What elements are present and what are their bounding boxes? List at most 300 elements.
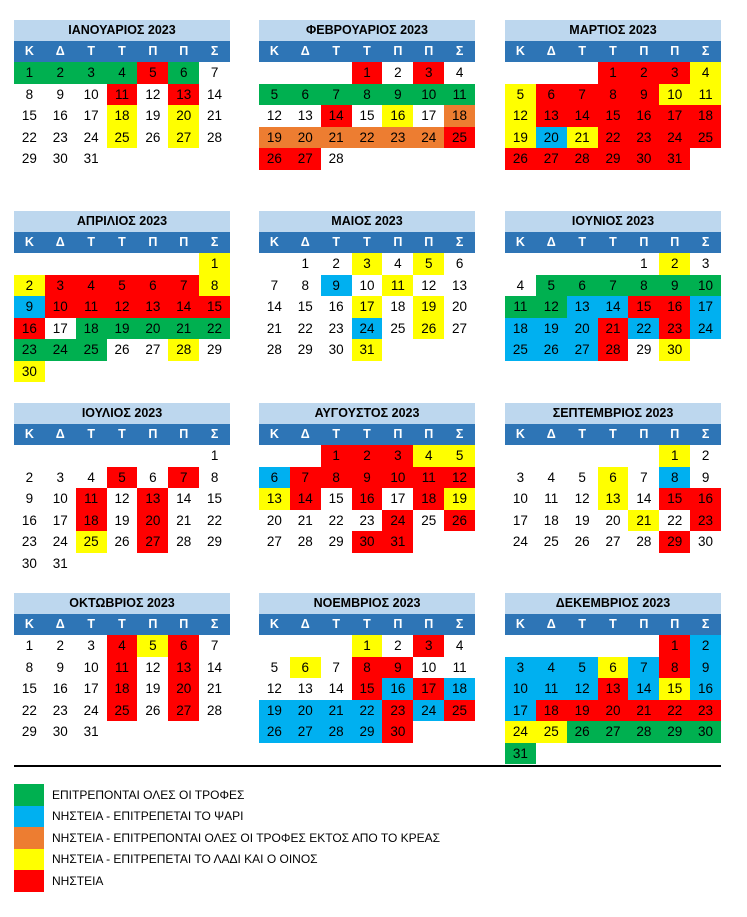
- day-cell: 17: [352, 296, 383, 318]
- day-cell: 2: [394, 638, 402, 653]
- day-cell: 19: [145, 681, 161, 696]
- day-cell: 2: [45, 62, 76, 84]
- weekday-label: Σ: [210, 44, 219, 58]
- weekday-label: Σ: [455, 44, 464, 58]
- day-cell: 27: [605, 534, 621, 549]
- day-cell: 25: [690, 127, 721, 149]
- day-cell: 7: [210, 638, 219, 653]
- day-cell: 7: [321, 84, 352, 106]
- day-cell: 27: [290, 721, 321, 743]
- day-cell: 19: [413, 296, 444, 318]
- day-cell: 28: [297, 534, 313, 549]
- day-cell: 10: [83, 659, 99, 675]
- day-cell: 18: [444, 105, 475, 127]
- weekday-label: Δ: [546, 235, 556, 249]
- legend-divider: [14, 765, 721, 767]
- day-cell: 9: [628, 84, 659, 106]
- day-cell: 20: [137, 318, 168, 340]
- day-cell: 8: [25, 86, 34, 102]
- month-title: ΜΑΡΤΙΟΣ 2023: [505, 20, 721, 41]
- day-cell: 31: [505, 743, 536, 765]
- day-cell: 15: [659, 488, 690, 510]
- day-cell: 18: [505, 318, 536, 340]
- day-cell: 22: [352, 700, 383, 722]
- day-cell: 5: [505, 84, 536, 106]
- day-cell: 7: [290, 467, 321, 489]
- weekday-label: Δ: [300, 235, 310, 249]
- day-cell: 9: [382, 84, 413, 106]
- day-cell: 10: [45, 296, 76, 318]
- weekday-header: [505, 232, 721, 253]
- day-cell: 21: [628, 700, 659, 722]
- weekday-header: [259, 232, 475, 253]
- day-cell: 3: [413, 635, 444, 657]
- month-block: [259, 593, 475, 743]
- weekday-label: Δ: [55, 617, 65, 631]
- day-cell: 5: [259, 84, 290, 106]
- day-cell: 1: [25, 638, 34, 653]
- month-title: ΑΥΓΟΥΣΤΟΣ 2023: [259, 403, 475, 424]
- day-cell: 10: [83, 86, 99, 102]
- weekday-label: Τ: [118, 44, 126, 58]
- day-cell: 5: [137, 635, 168, 657]
- weekday-label: Τ: [609, 235, 617, 249]
- weekday-label: Π: [148, 44, 158, 58]
- day-cell: 6: [259, 467, 290, 489]
- day-cell: 7: [168, 467, 199, 489]
- day-cell: 1: [199, 253, 230, 275]
- day-cell: 27: [452, 320, 468, 336]
- day-cell: 26: [145, 702, 161, 718]
- day-cell: 8: [352, 84, 383, 106]
- day-cell: 2: [352, 445, 383, 467]
- day-cell: 14: [290, 488, 321, 510]
- weekday-label: Κ: [269, 235, 279, 249]
- weekday-label: Τ: [609, 427, 617, 441]
- day-cell: 11: [413, 467, 444, 489]
- day-cell: 12: [114, 491, 130, 506]
- day-cell: 13: [536, 105, 567, 127]
- day-cell: 17: [83, 108, 99, 123]
- day-cell: 12: [107, 296, 138, 318]
- day-cell: 19: [114, 512, 130, 528]
- day-cell: 24: [505, 721, 536, 743]
- day-cell: 24: [52, 534, 68, 549]
- month-title: ΟΚΤΩΒΡΙΟΣ 2023: [14, 593, 230, 614]
- day-cell: 2: [14, 275, 45, 297]
- day-cell: 28: [176, 534, 192, 549]
- month-block: [505, 403, 721, 553]
- day-cell: 1: [352, 62, 383, 84]
- weekday-label: Π: [393, 617, 403, 631]
- day-cell: 30: [52, 151, 68, 166]
- weekday-label: Δ: [55, 44, 65, 58]
- day-cell: 24: [413, 127, 444, 149]
- day-cell: 26: [536, 339, 567, 361]
- day-cell: 19: [107, 318, 138, 340]
- weekday-label: Τ: [118, 235, 126, 249]
- month-title: ΙΑΝΟΥΑΡΙΟΣ 2023: [14, 20, 230, 41]
- day-cell: 6: [137, 275, 168, 297]
- day-cell: 8: [598, 84, 629, 106]
- day-cell: 19: [145, 108, 161, 123]
- day-cell: 13: [168, 657, 199, 679]
- day-cell: 14: [321, 105, 352, 127]
- day-cell: 1: [210, 448, 219, 463]
- day-cell: 3: [505, 657, 536, 679]
- weekday-label: Π: [148, 617, 158, 631]
- day-cell: 24: [45, 339, 76, 361]
- day-cell: 7: [567, 84, 598, 106]
- day-cell: 16: [382, 678, 413, 700]
- day-cell: 25: [76, 531, 107, 553]
- day-cell: 30: [659, 339, 690, 361]
- weekday-label: Δ: [55, 427, 65, 441]
- weekday-header: [14, 614, 230, 635]
- day-cell: 3: [45, 275, 76, 297]
- day-cell: 25: [421, 512, 437, 528]
- weekday-label: Τ: [363, 235, 371, 249]
- day-cell: 15: [659, 678, 690, 700]
- day-cell: 20: [536, 127, 567, 149]
- day-cell: 19: [574, 512, 590, 528]
- day-cell: 29: [207, 342, 223, 357]
- day-cell: 22: [628, 318, 659, 340]
- day-cell: 9: [690, 657, 721, 679]
- day-cell: 7: [640, 469, 648, 485]
- day-cell: 9: [382, 657, 413, 679]
- weekday-label: Π: [179, 235, 189, 249]
- month-title: ΑΠΡΙΛΙΟΣ 2023: [14, 211, 230, 232]
- day-cell: 22: [207, 512, 223, 528]
- day-cell: 28: [567, 148, 598, 170]
- day-cell: 4: [87, 469, 95, 485]
- weekday-header: [505, 424, 721, 445]
- day-cell: 5: [413, 253, 444, 275]
- day-cell: 31: [382, 531, 413, 553]
- day-cell: 23: [52, 129, 68, 145]
- day-cell: 20: [266, 512, 282, 528]
- day-cell: 14: [176, 491, 192, 506]
- day-cell: 17: [690, 296, 721, 318]
- day-cell: 17: [390, 491, 406, 506]
- day-cell: 8: [659, 467, 690, 489]
- legend-item-oil-wine: [14, 849, 440, 871]
- day-cell: 1: [659, 635, 690, 657]
- weekday-label: Τ: [87, 235, 95, 249]
- day-cell: 12: [574, 491, 590, 506]
- day-cell: 15: [297, 299, 313, 314]
- day-cell: 12: [145, 659, 161, 675]
- day-cell: 15: [207, 491, 223, 506]
- day-cell: 2: [690, 635, 721, 657]
- weekday-label: Δ: [55, 235, 65, 249]
- weekday-label: Τ: [87, 617, 95, 631]
- day-cell: 10: [505, 678, 536, 700]
- day-cell: 9: [321, 275, 352, 297]
- day-cell: 28: [328, 151, 344, 166]
- day-cell: 25: [107, 127, 138, 149]
- day-cell: 5: [107, 467, 138, 489]
- weekday-label: Δ: [546, 44, 556, 58]
- day-cell: 16: [52, 108, 68, 123]
- day-cell: 15: [21, 108, 37, 123]
- day-cell: 15: [628, 296, 659, 318]
- day-cell: 23: [359, 512, 375, 528]
- day-cell: 16: [352, 488, 383, 510]
- month-title: ΔΕΚΕΜΒΡΙΟΣ 2023: [505, 593, 721, 614]
- weekday-label: Τ: [87, 427, 95, 441]
- day-cell: 30: [628, 148, 659, 170]
- day-cell: 28: [207, 129, 223, 145]
- day-cell: 7: [332, 659, 340, 675]
- day-cell: 19: [567, 700, 598, 722]
- day-cell: 13: [452, 277, 468, 293]
- day-grid: [505, 635, 721, 764]
- day-cell: 21: [297, 512, 313, 528]
- day-cell: 1: [659, 445, 690, 467]
- day-cell: 21: [567, 127, 598, 149]
- day-cell: 20: [452, 299, 468, 314]
- day-cell: 7: [598, 275, 629, 297]
- weekday-label: Δ: [300, 427, 310, 441]
- day-cell: 24: [512, 534, 528, 549]
- weekday-header: [14, 232, 230, 253]
- weekday-label: Π: [424, 44, 434, 58]
- day-grid: [14, 253, 230, 382]
- month-block: [14, 593, 230, 743]
- day-cell: 18: [107, 105, 138, 127]
- weekday-label: Δ: [300, 44, 310, 58]
- weekday-header: [259, 614, 475, 635]
- weekday-label: Σ: [701, 427, 710, 441]
- day-cell: 4: [536, 657, 567, 679]
- day-grid: [14, 62, 230, 170]
- day-grid: [505, 62, 721, 170]
- weekday-label: Τ: [332, 617, 340, 631]
- day-cell: 18: [76, 510, 107, 532]
- day-cell: 11: [505, 296, 536, 318]
- weekday-label: Κ: [515, 235, 525, 249]
- day-cell: 20: [290, 700, 321, 722]
- day-cell: 3: [87, 638, 95, 653]
- day-cell: 18: [444, 678, 475, 700]
- legend: [14, 784, 440, 892]
- day-cell: 14: [636, 491, 652, 506]
- day-cell: 6: [290, 84, 321, 106]
- weekday-label: Κ: [515, 44, 525, 58]
- day-cell: 29: [636, 342, 652, 357]
- month-block: [14, 403, 230, 574]
- day-cell: 22: [598, 127, 629, 149]
- day-cell: 8: [352, 657, 383, 679]
- weekday-label: Π: [670, 44, 680, 58]
- day-cell: 26: [259, 721, 290, 743]
- weekday-label: Π: [148, 427, 158, 441]
- day-cell: 11: [690, 84, 721, 106]
- day-cell: 27: [567, 339, 598, 361]
- day-cell: 15: [21, 681, 37, 696]
- day-cell: 20: [168, 678, 199, 700]
- day-cell: 26: [444, 510, 475, 532]
- day-cell: 28: [628, 721, 659, 743]
- day-cell: 30: [352, 531, 383, 553]
- weekday-label: Τ: [332, 44, 340, 58]
- day-cell: 20: [598, 700, 629, 722]
- day-grid: [259, 62, 475, 170]
- day-grid: [14, 445, 230, 574]
- day-cell: 30: [382, 721, 413, 743]
- weekday-label: Τ: [332, 427, 340, 441]
- day-cell: 26: [145, 129, 161, 145]
- weekday-label: Δ: [300, 617, 310, 631]
- weekday-label: Π: [179, 44, 189, 58]
- day-grid: [259, 253, 475, 361]
- day-cell: 23: [328, 320, 344, 336]
- legend-label: ΝΗΣΤΕΙΑ - ΕΠΙΤΡΕΠΟΝΤΑΙ ΟΛΕΣ ΟΙ ΤΡΟΦΕΣ ΕΚΤΟΣ ΑΠΟ ΤΟ ΚΡΕΑΣ: [52, 830, 441, 845]
- weekday-label: Τ: [332, 235, 340, 249]
- day-cell: 16: [382, 105, 413, 127]
- month-title: ΙΟΥΛΙΟΣ 2023: [14, 403, 230, 424]
- legend-item-strict-fast: [14, 870, 440, 892]
- day-cell: 3: [382, 445, 413, 467]
- day-cell: 20: [567, 318, 598, 340]
- weekday-label: Π: [424, 427, 434, 441]
- day-cell: 28: [168, 339, 199, 361]
- day-cell: 21: [266, 320, 282, 336]
- day-cell: 5: [567, 657, 598, 679]
- day-cell: 7: [270, 277, 279, 293]
- day-cell: 2: [628, 62, 659, 84]
- weekday-label: Τ: [363, 427, 371, 441]
- day-cell: 27: [168, 127, 199, 149]
- day-cell: 8: [199, 275, 230, 297]
- day-cell: 12: [505, 105, 536, 127]
- day-cell: 12: [266, 108, 282, 123]
- day-cell: 7: [168, 275, 199, 297]
- day-cell: 3: [701, 256, 710, 271]
- legend-label: ΝΗΣΤΕΙΑ: [52, 873, 104, 888]
- day-cell: 11: [107, 657, 138, 679]
- weekday-label: Π: [670, 427, 680, 441]
- day-cell: 11: [107, 84, 138, 106]
- day-cell: 21: [598, 318, 629, 340]
- day-cell: 16: [328, 299, 344, 314]
- day-cell: 4: [107, 635, 138, 657]
- day-cell: 11: [76, 296, 107, 318]
- day-cell: 18: [690, 105, 721, 127]
- day-cell: 21: [207, 681, 223, 696]
- day-cell: 25: [444, 700, 475, 722]
- day-cell: 31: [659, 148, 690, 170]
- day-cell: 12: [145, 86, 161, 102]
- day-cell: 2: [56, 638, 65, 653]
- weekday-label: Π: [424, 235, 434, 249]
- day-cell: 10: [690, 275, 721, 297]
- day-cell: 4: [413, 445, 444, 467]
- weekday-label: Σ: [210, 617, 219, 631]
- day-cell: 11: [536, 678, 567, 700]
- day-cell: 29: [659, 531, 690, 553]
- day-cell: 4: [394, 256, 402, 271]
- day-cell: 9: [352, 467, 383, 489]
- weekday-label: Κ: [269, 617, 279, 631]
- weekday-label: Τ: [363, 617, 371, 631]
- day-cell: 6: [455, 256, 464, 271]
- day-cell: 6: [567, 275, 598, 297]
- day-cell: 28: [598, 339, 629, 361]
- day-cell: 15: [352, 678, 383, 700]
- day-cell: 2: [394, 65, 402, 80]
- day-cell: 27: [168, 700, 199, 722]
- day-cell: 30: [698, 534, 714, 549]
- day-cell: 29: [207, 534, 223, 549]
- weekday-header: [259, 41, 475, 62]
- day-cell: 8: [25, 659, 34, 675]
- day-cell: 14: [567, 105, 598, 127]
- day-cell: 25: [536, 721, 567, 743]
- day-cell: 6: [536, 84, 567, 106]
- day-cell: 14: [207, 659, 223, 675]
- weekday-label: Π: [670, 235, 680, 249]
- weekday-label: Π: [179, 427, 189, 441]
- day-cell: 19: [444, 488, 475, 510]
- day-cell: 9: [701, 469, 710, 485]
- day-cell: 19: [536, 318, 567, 340]
- day-cell: 29: [21, 724, 37, 739]
- day-cell: 3: [352, 253, 383, 275]
- day-cell: 23: [690, 510, 721, 532]
- weekday-label: Π: [639, 617, 649, 631]
- day-cell: 17: [52, 512, 68, 528]
- day-cell: 2: [25, 469, 34, 485]
- day-cell: 11: [544, 491, 559, 506]
- day-cell: 27: [266, 534, 282, 549]
- day-cell: 20: [137, 510, 168, 532]
- day-cell: 25: [505, 339, 536, 361]
- day-cell: 13: [598, 488, 629, 510]
- day-cell: 3: [413, 62, 444, 84]
- day-cell: 7: [628, 657, 659, 679]
- day-cell: 13: [297, 108, 313, 123]
- day-cell: 22: [21, 702, 37, 718]
- day-cell: 6: [168, 62, 199, 84]
- day-cell: 21: [207, 108, 223, 123]
- day-cell: 30: [21, 555, 37, 571]
- day-cell: 25: [543, 534, 559, 549]
- legend-swatch-yellow: [14, 849, 44, 871]
- legend-swatch-red: [14, 870, 44, 892]
- day-grid: [259, 445, 475, 553]
- day-cell: 16: [659, 296, 690, 318]
- day-cell: 11: [452, 659, 467, 675]
- day-cell: 4: [455, 65, 464, 80]
- day-cell: 29: [659, 721, 690, 743]
- weekday-label: Π: [393, 427, 403, 441]
- month-block: [259, 211, 475, 361]
- day-cell: 6: [598, 467, 629, 489]
- day-cell: 1: [301, 256, 310, 271]
- day-cell: 2: [659, 253, 690, 275]
- day-cell: 22: [328, 512, 344, 528]
- day-cell: 28: [636, 534, 652, 549]
- day-cell: 18: [543, 512, 559, 528]
- day-cell: 12: [266, 681, 282, 696]
- day-cell: 24: [413, 700, 444, 722]
- day-cell: 4: [76, 275, 107, 297]
- day-cell: 27: [598, 721, 629, 743]
- day-cell: 2: [701, 448, 710, 463]
